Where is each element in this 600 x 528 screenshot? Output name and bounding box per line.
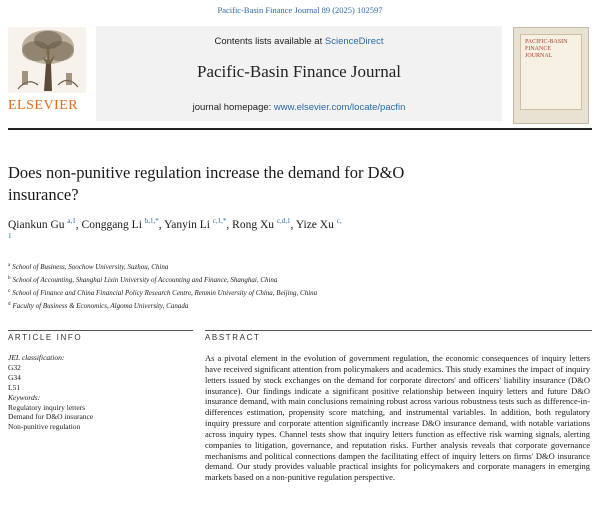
- article-info-rule: [8, 330, 193, 331]
- article-info-panel: [8, 353, 193, 432]
- article-info-heading: ARTICLE INFO: [8, 333, 83, 342]
- affiliation-list: [8, 260, 588, 312]
- jel-code: L51: [8, 382, 21, 392]
- author-separator: ,: [290, 219, 296, 231]
- author-mark-overflow[interactable]: 1: [8, 232, 12, 240]
- affiliation-item: [8, 260, 588, 273]
- affiliation-text: School of Finance and China Financial Policy Research Centre, Renmin University of China, Beijing, China: [12, 289, 318, 297]
- abstract-heading: ABSTRACT: [205, 333, 261, 342]
- affiliation-mark: d: [8, 302, 11, 307]
- jel-label: JEL classification:: [8, 353, 65, 362]
- journal-citation[interactable]: Pacific-Basin Finance Journal 89 (2025) 102597: [217, 5, 383, 15]
- keyword: Non-punitive regulation: [8, 422, 81, 432]
- author-marks[interactable]: c,1,*: [212, 217, 227, 225]
- article-title: Does non-punitive regulation increase the demand for D&O insurance?: [8, 163, 405, 204]
- jel-code: G32: [8, 362, 21, 372]
- keywords-label: Keywords:: [8, 392, 41, 402]
- affiliation-text: Faculty of Business & Economics, Algoma University, Canada: [12, 302, 189, 310]
- homepage-prefix: journal homepage:: [192, 102, 272, 113]
- keyword: Demand for D&O insurance: [8, 412, 94, 422]
- journal-homepage-line: [96, 102, 502, 113]
- abstract-rule: [205, 330, 592, 331]
- author-marks[interactable]: b,1,*: [144, 217, 159, 225]
- affiliation-item: [8, 299, 588, 312]
- affiliation-text: School of Business, Soochow University, Suzhou, China: [12, 263, 169, 271]
- affiliation-mark: b: [8, 276, 11, 281]
- affiliation-item: [8, 286, 588, 299]
- affiliation-text: School of Accounting, Shanghai Lixin University of Accounting and Finance, Shanghai, China: [12, 276, 278, 284]
- cover-title: PACIFIC-BASIN FINANCE JOURNAL: [525, 39, 568, 59]
- cover-panel: [520, 34, 582, 110]
- author-marks[interactable]: c,d,1: [276, 217, 291, 225]
- affiliation-mark: a: [8, 263, 11, 268]
- affiliation-item: [8, 273, 588, 286]
- author-name[interactable]: Qiankun Gu: [8, 219, 65, 231]
- author-marks[interactable]: a,1: [67, 217, 76, 225]
- author-marks[interactable]: c,: [336, 217, 342, 225]
- homepage-link[interactable]: www.elsevier.com/locate/pacfin: [273, 102, 406, 113]
- affiliation-mark: c: [8, 289, 11, 294]
- sciencedirect-link[interactable]: ScienceDirect: [324, 36, 384, 47]
- author-name[interactable]: Yize Xu: [295, 219, 334, 231]
- elsevier-wordmark: ELSEVIER: [8, 98, 79, 113]
- jel-code: G34: [8, 372, 21, 382]
- journal-masthead: [96, 26, 502, 121]
- author-list: [8, 217, 568, 231]
- author-name[interactable]: Yanyin Li: [164, 219, 210, 231]
- author-name[interactable]: Conggang Li: [81, 219, 142, 231]
- author-name[interactable]: Rong Xu: [232, 219, 275, 231]
- contents-line: [96, 36, 502, 47]
- header-rule: [8, 128, 592, 130]
- abstract-text: As a pivotal element in the evolution of government regulation, the economic consequences of inquiry letters have received significant attention from policymakers and academics. This study examines the impact of inquiry letters issued by stock exchanges on the demand for corporate directors' and officers' liability insurance (D&O insurance). Our findings indicate a significant positive relationship between inquiry letters and future D&O insurance demand, with main conclusions remaining robust across various robustness tests such as difference-in-differences estimation, propensity score matching, and instrumental variables. In addition, both regulatory inquiry pressure and corporate attention significantly increase D&O insurance demand, with notable variations across inquiry types. Channel tests show that inquiry letters function as effective risk warning signals, alerting companies to litigation, governance, and reputation risks. Further analysis reveals that corporate governance mechanisms and political connections dampen the facilitating effect of inquiry letters on firms' D&O insurance demand. Our study provides valuable practical insights for policymakers and corporate managers in emerging markets based on a non-punitive regulation perspective.: [205, 353, 590, 483]
- author-separator: ,: [75, 219, 82, 231]
- keyword: Regulatory inquiry letters: [8, 402, 86, 412]
- journal-name: Pacific-Basin Finance Journal: [197, 62, 401, 81]
- author-separator: ,: [158, 219, 165, 231]
- journal-cover-thumbnail: [513, 27, 589, 124]
- elsevier-tree-logo: [8, 27, 86, 93]
- contents-prefix: Contents lists available at: [214, 36, 323, 47]
- author-separator: ,: [226, 219, 233, 231]
